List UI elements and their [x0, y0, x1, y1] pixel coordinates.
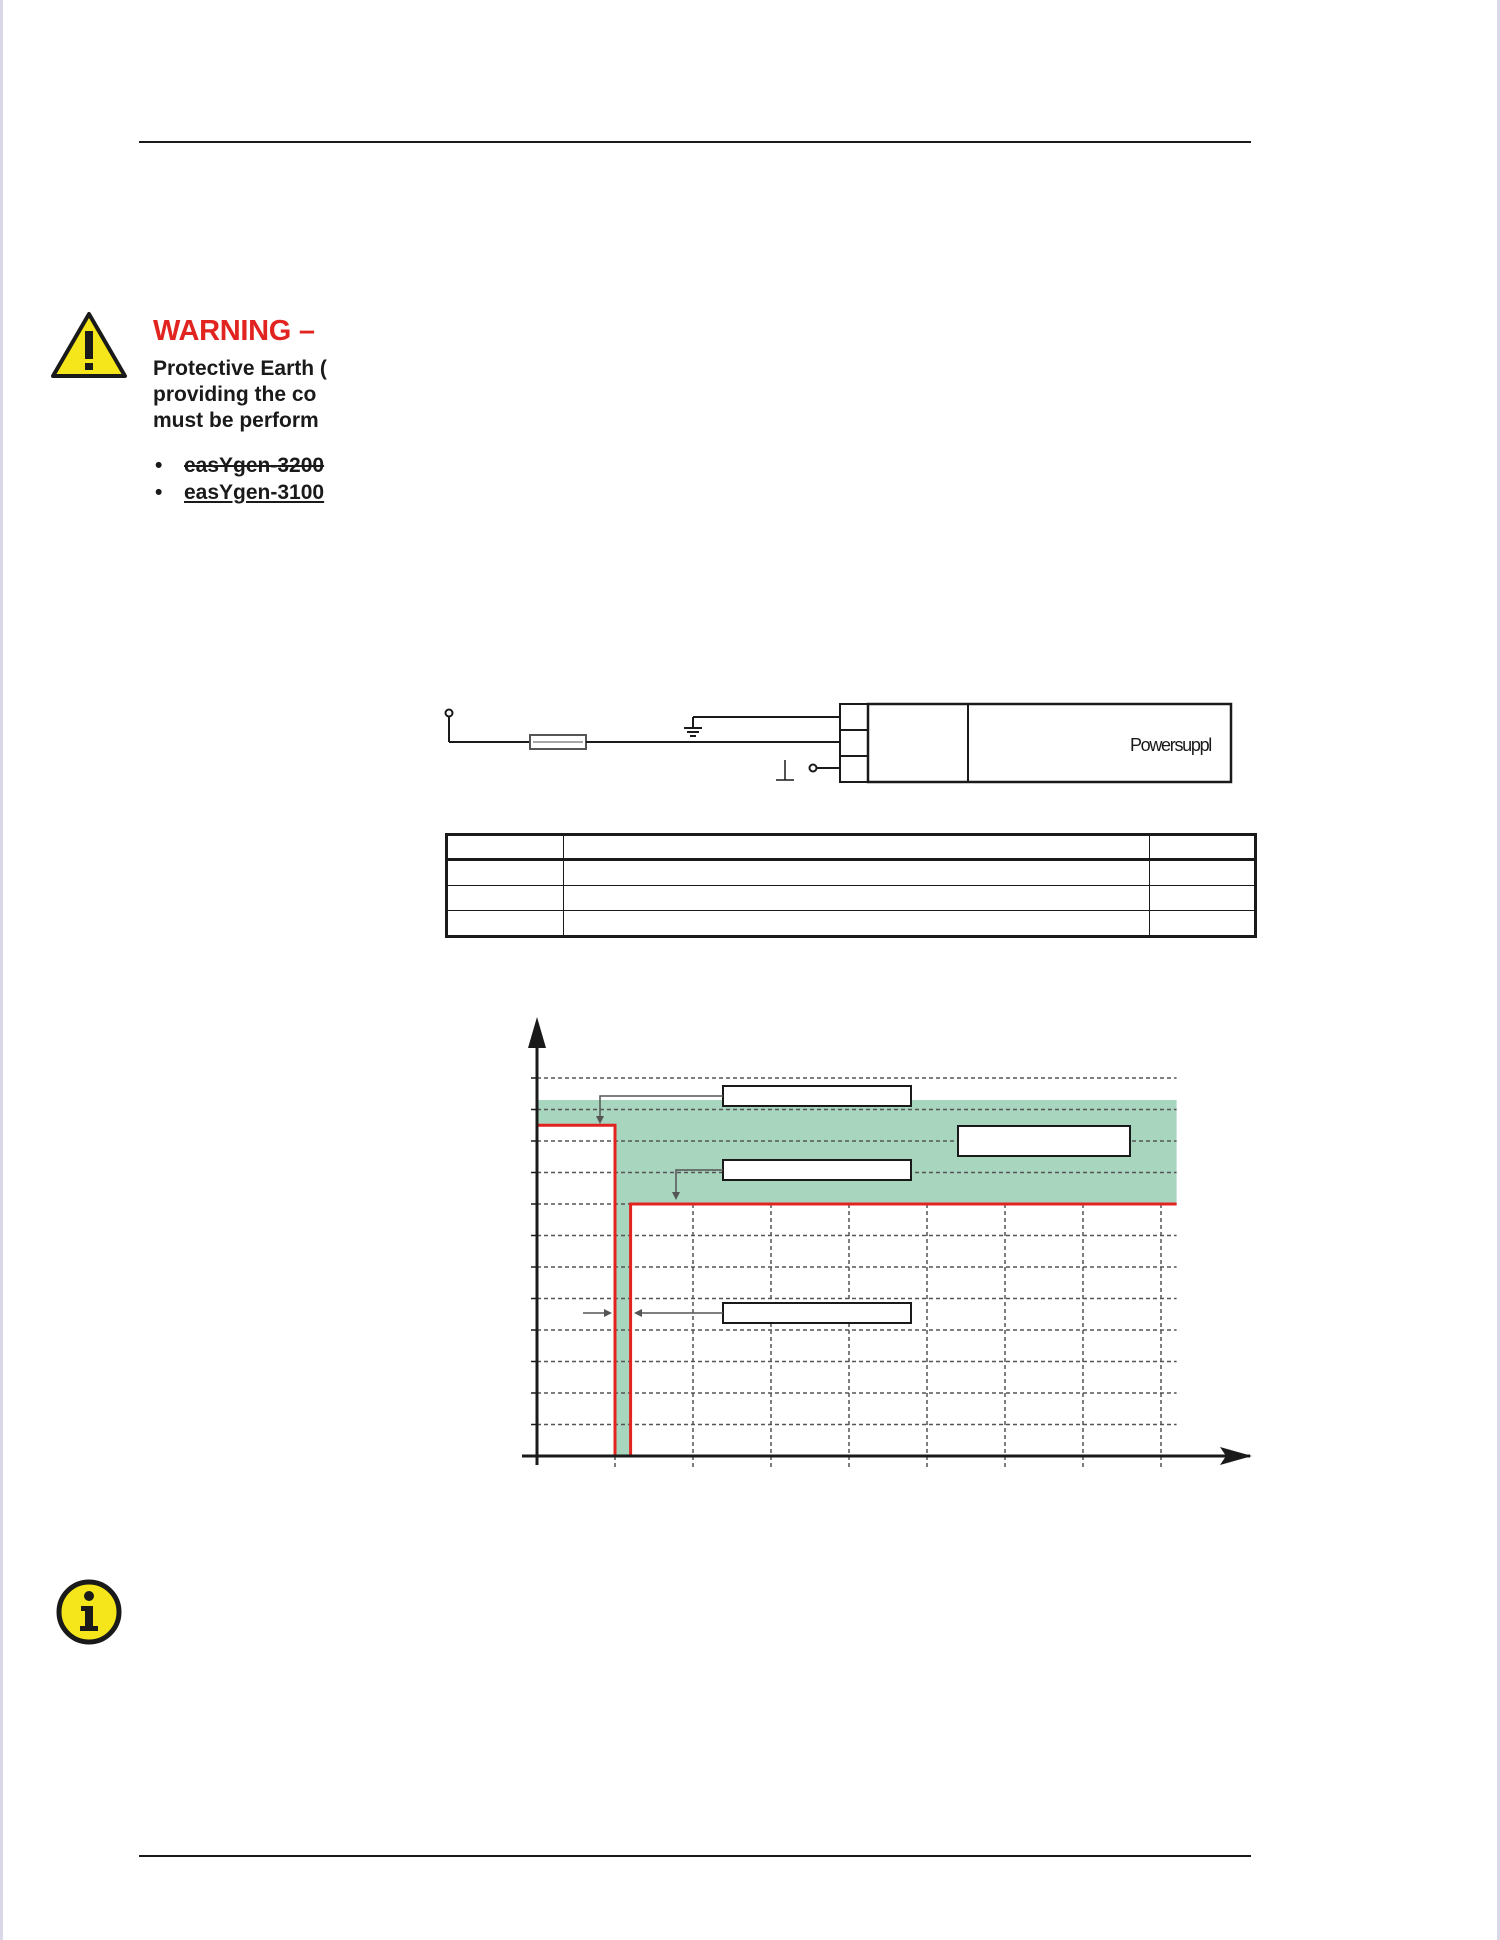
annotation-box: [723, 1086, 911, 1106]
warning-triangle-icon: [50, 311, 128, 379]
table-row: [447, 860, 1256, 886]
table-cell: [447, 860, 564, 886]
annotation-box: [723, 1303, 911, 1323]
arrow-head: [604, 1309, 612, 1317]
table-cell: [1150, 835, 1256, 860]
model-name[interactable]: easYgen-3100: [184, 481, 325, 504]
warning-line: Protective Earth (: [153, 357, 327, 380]
table-cell: [563, 911, 1150, 937]
annotation-box: [723, 1160, 911, 1180]
model-list-item[interactable]: [153, 479, 324, 506]
model-name: easYgen-3200: [184, 454, 325, 477]
table-cell: [563, 860, 1150, 886]
table-row: [447, 886, 1256, 911]
annotation-box: [958, 1126, 1130, 1156]
table-cell: [563, 886, 1150, 911]
table-cell: [1150, 911, 1256, 937]
model-list-item: [153, 452, 324, 479]
table-cell: [1150, 886, 1256, 911]
table-cell: [1150, 860, 1256, 886]
voltage-time-chart: [500, 1010, 1280, 1500]
footer-rule: [139, 1855, 1251, 1857]
table-header-row: [447, 835, 1256, 860]
y-axis-arrow: [528, 1017, 546, 1048]
ground-icon: [684, 728, 702, 736]
arrow-head: [634, 1309, 642, 1317]
warning-line: must be perform: [153, 409, 319, 432]
info-icon: [55, 1578, 123, 1646]
page-left-edge: [0, 0, 3, 1940]
return-terminal: [810, 765, 817, 772]
table-cell: [563, 835, 1150, 860]
table-cell: [447, 886, 564, 911]
power-supply-label: Powersuppl: [1129, 735, 1211, 755]
wiring-diagram: [435, 700, 1235, 800]
header-rule: [139, 141, 1251, 143]
supply-terminal: [446, 710, 453, 717]
return-ground-icon: [776, 760, 794, 780]
pin-assignment-table: [445, 833, 1257, 938]
warning-body: [153, 356, 327, 434]
model-list: [153, 452, 324, 506]
table-cell: [447, 835, 564, 860]
table-cell: [447, 911, 564, 937]
warning-line: providing the co: [153, 383, 317, 406]
table-row: [447, 911, 1256, 937]
warning-title: WARNING –: [153, 315, 315, 347]
terminal-block: [840, 704, 868, 782]
